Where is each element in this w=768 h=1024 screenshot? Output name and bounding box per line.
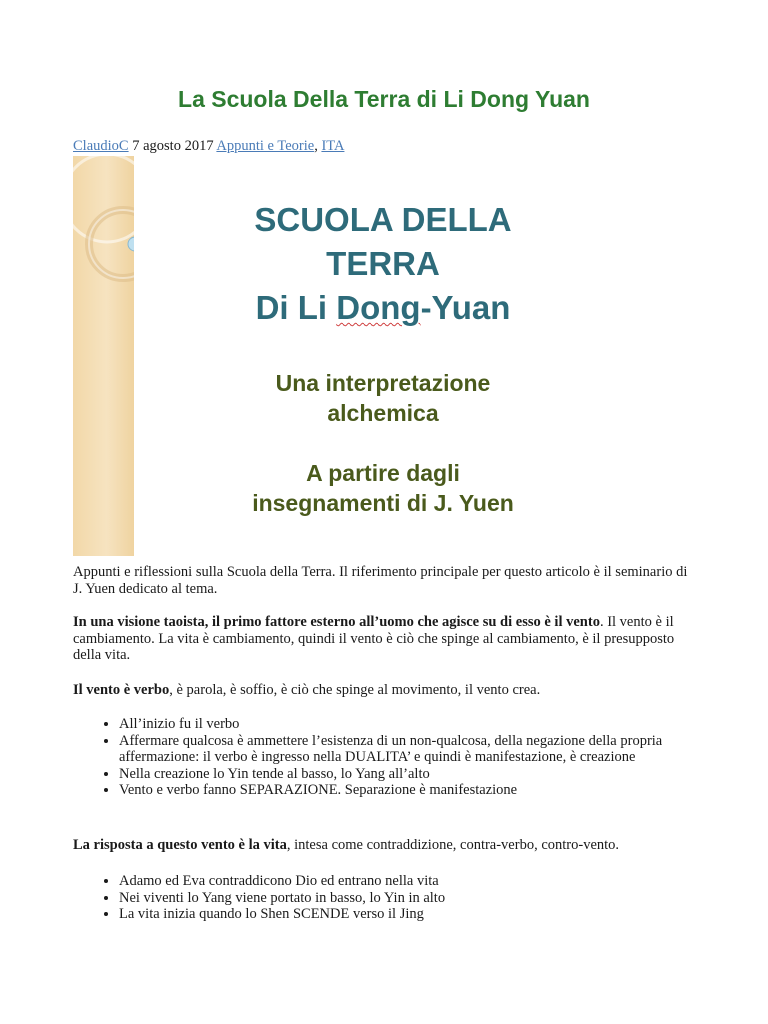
category-link-ita[interactable]: ITA bbox=[321, 138, 345, 154]
slide-line-1: SCUOLA DELLA bbox=[254, 201, 512, 238]
author-link[interactable]: ClaudioC bbox=[73, 138, 129, 154]
bold-text: Il vento è verbo bbox=[73, 682, 170, 698]
slide-line-6: A partire dagli bbox=[306, 460, 460, 486]
bullet-list-1 bbox=[73, 716, 695, 799]
slide-line-4: Una interpretazione bbox=[275, 370, 491, 396]
list-item: • All’inizio fu il verbo bbox=[119, 716, 695, 733]
spellcheck-underline: Dong bbox=[336, 289, 421, 326]
slide-source bbox=[73, 458, 693, 518]
bullet-list-2 bbox=[73, 873, 695, 923]
slide-subtitle bbox=[73, 368, 693, 428]
slide-line-7: insegnamenti di J. Yuen bbox=[252, 490, 514, 516]
category-link-appunti[interactable]: Appunti e Teorie bbox=[216, 138, 315, 154]
paragraph-risposta: La risposta a questo vento è la vita, intesa come contraddizione, contra-verbo, contro-vento. bbox=[73, 837, 620, 853]
category-separator: , bbox=[314, 138, 318, 154]
page-title: La Scuola Della Terra di Li Dong Yuan bbox=[178, 86, 590, 112]
post-meta bbox=[73, 138, 344, 155]
list-item: • La vita inizia quando lo Shen SCENDE verso il Jing bbox=[119, 906, 695, 923]
banner-image bbox=[73, 156, 693, 556]
slide-heading bbox=[73, 198, 693, 330]
post-date: 7 agosto 2017 bbox=[132, 138, 214, 154]
list-item: • Nei viventi lo Yang viene portato in basso, lo Yin in alto bbox=[119, 890, 695, 907]
slide-line-2: TERRA bbox=[326, 245, 440, 282]
paragraph-verbo: Il vento è verbo, è parola, è soffio, è ciò che spinge al movimento, il vento crea. bbox=[73, 682, 541, 698]
list-item: • Adamo ed Eva contraddicono Dio ed entrano nella vita bbox=[119, 873, 695, 890]
bold-text: In una visione taoista, il primo fattore esterno all’uomo che agisce su di esso è il vento bbox=[73, 614, 600, 630]
list-item: • Nella creazione lo Yin tende al basso, lo Yang all’alto bbox=[119, 766, 695, 783]
list-item: • Vento e verbo fanno SEPARAZIONE. Separazione è manifestazione bbox=[119, 782, 695, 799]
paragraph-vento: In una visione taoista, il primo fattore esterno all’uomo che agisce su di esso è il vento. Il vento è il cambiamento. La vita è cambiamento, quindi il vento è ciò che spinge al cambiamento, è il presupposto della vita. bbox=[73, 614, 675, 663]
slide-line-3: Di Li Dong-Yuan bbox=[255, 289, 511, 326]
bold-text: La risposta a questo vento è la vita bbox=[73, 837, 287, 853]
paragraph-intro: Appunti e riflessioni sulla Scuola della Terra. Il riferimento principale per questo articolo è il seminario di J. Yuen dedicato al tema. bbox=[73, 564, 688, 597]
slide-line-5: alchemica bbox=[327, 400, 439, 426]
list-item: • Affermare qualcosa è ammettere l’esistenza di un non-qualcosa, della negazione della propria affermazione: il verbo è ingresso nella DUALITA’ e quindi è manifestazione, è creazione bbox=[119, 733, 695, 766]
